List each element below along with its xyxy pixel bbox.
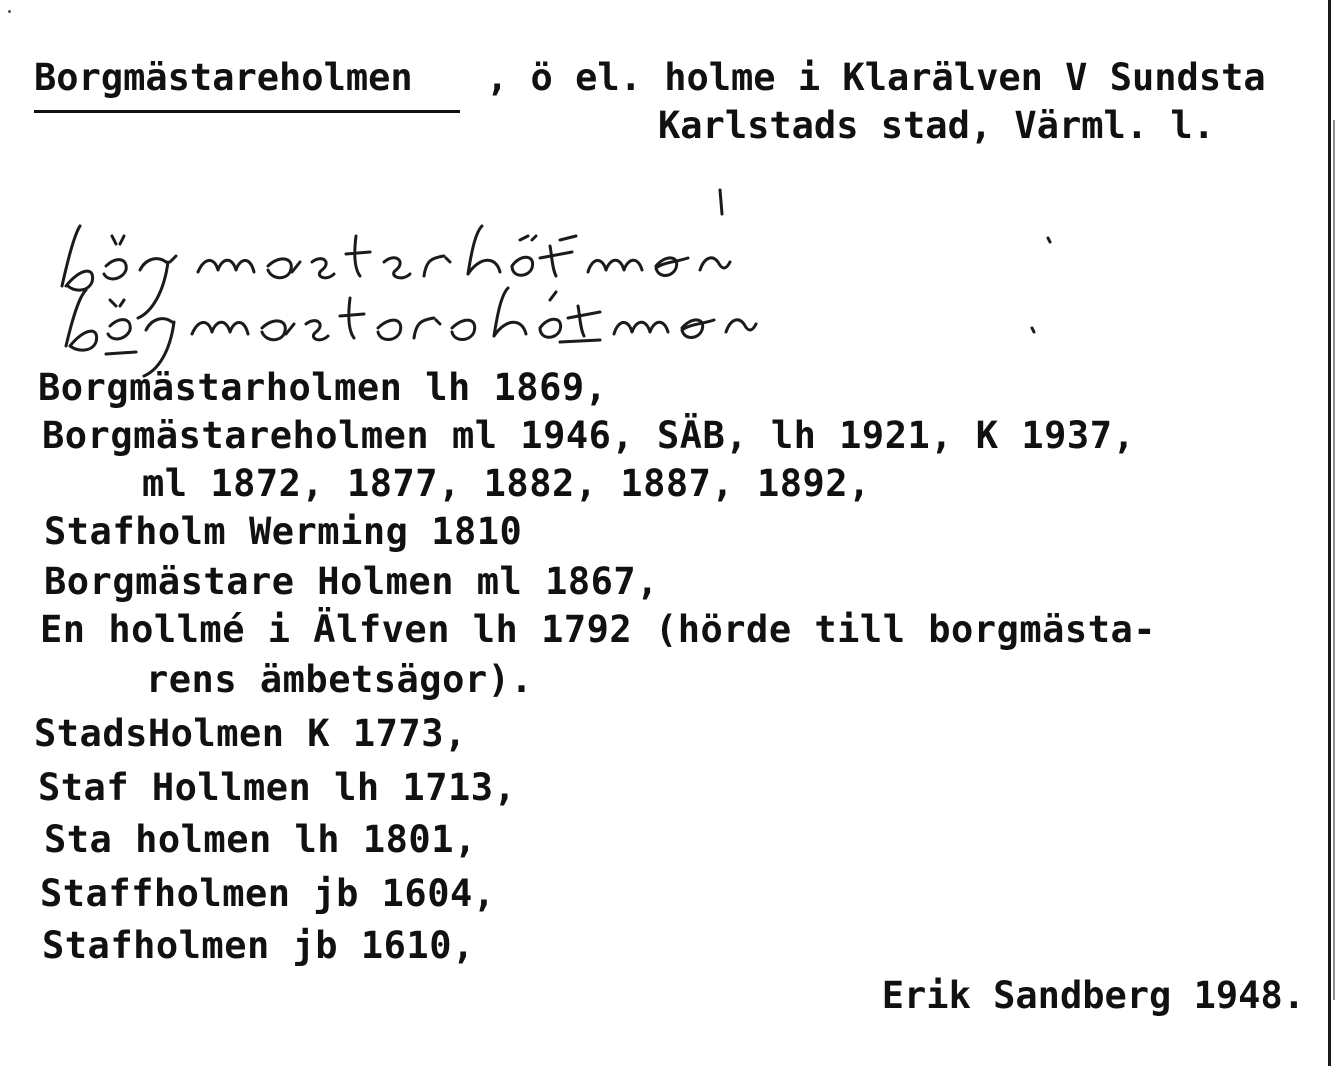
handwriting-stroke [340,298,364,338]
source-entry: StadsHolmen K 1773, [34,712,467,755]
author-signature: Erik Sandberg 1948. [881,974,1305,1017]
handwriting-stroke [1048,238,1050,242]
handwriting-stroke [106,352,136,354]
source-entry: Borgmästareholmen ml 1946, SÄB, lh 1921, K 1937, [42,414,1136,457]
handwriting-stroke [66,290,97,350]
handwriting-stroke [682,320,714,338]
handwriting-stroke [512,236,536,275]
source-entry-continuation: ml 1872, 1877, 1882, 1887, 1892, [142,462,871,505]
source-entry: Stafholmen jb 1610, [42,924,475,967]
handwriting-stroke [268,259,300,278]
source-entry: Staf Hollmen lh 1713, [38,766,517,809]
handwriting-stroke [1032,328,1034,332]
source-entry: Sta holmen lh 1801, [44,818,477,861]
handwriting-stroke [588,260,642,272]
handwriting-stroke [614,322,668,334]
handwriting-stroke [540,236,576,276]
handwriting-stroke [424,256,450,276]
headword-description: , ö el. holme i Klarälven V Sundsta [486,56,1266,99]
handwriting-stroke [656,258,688,276]
handwriting-stroke [62,226,93,290]
handwriting-stroke [108,300,130,339]
handwriting-stroke [720,190,722,214]
handwriting-stroke [198,260,254,272]
handwriting-stroke [104,236,126,279]
handwriting-stroke [346,236,370,276]
handwriting-stroke [700,258,730,270]
handwriting-stroke [306,321,328,340]
handwriting-stroke [468,226,500,274]
handwriting-stroke [452,320,475,339]
handwriting-stroke [540,292,561,337]
handwriting-stroke [138,256,176,318]
handwriting-stroke [384,258,410,278]
handwriting-stroke [560,306,600,342]
handwriting-stroke [192,322,248,334]
source-entry: Stafholm Werming 1810 [44,510,523,553]
source-entry: En hollmé i Älfven lh 1792 (hörde till borgmästa- [40,608,1157,651]
handwriting-stroke [262,321,294,340]
handwriting-stroke [414,318,440,338]
source-entry: Staffholmen jb 1604, [40,872,496,915]
source-entry-continuation: rens ämbetsägor). [146,658,534,701]
location-line: Karlstads stad, Värml. l. [658,104,1215,147]
handwriting-stroke [494,288,526,336]
source-entry: Borgmästare Holmen ml 1867, [44,560,659,603]
handwriting-stroke [378,320,401,339]
handwriting-stroke [726,320,756,332]
handwriting-stroke [312,259,334,278]
headword: Borgmästareholmen [34,56,413,99]
source-entry: Borgmästarholmen lh 1869, [38,366,608,409]
